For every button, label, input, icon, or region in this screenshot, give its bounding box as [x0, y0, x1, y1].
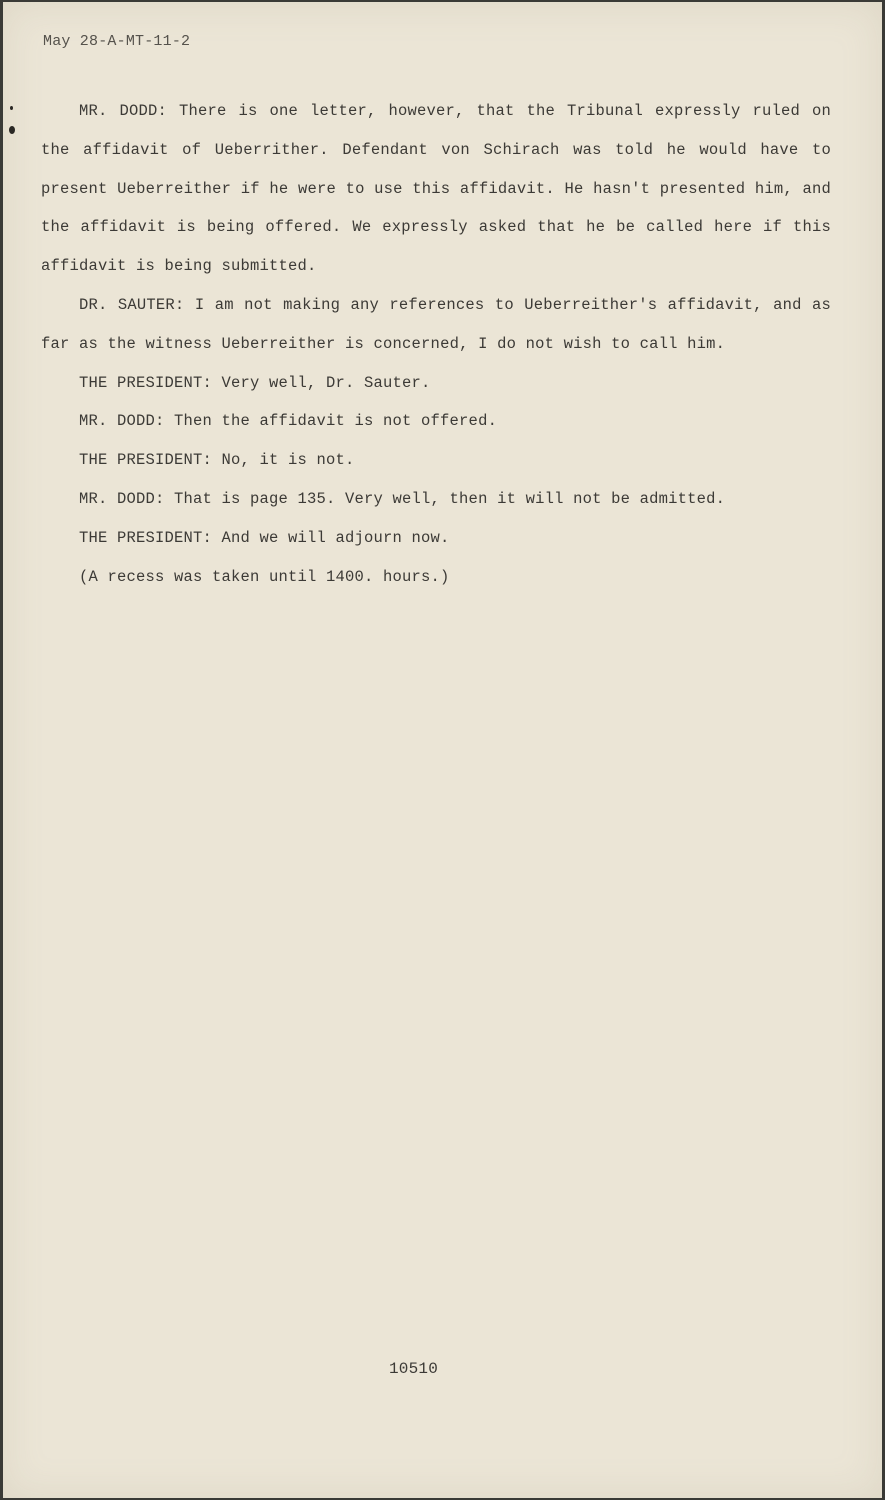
transcript-body — [41, 92, 831, 596]
transcript-line: THE PRESIDENT: Very well, Dr. Sauter. — [79, 373, 431, 392]
paragraph-text: MR. DODD: There is one letter, however, that the Tribunal expressly ruled on the affidavit of Ueberrither. Defendant von Schirach was told he would have to present Ueberreither if he were to use this affidavit. He hasn't presented him, and the affidavit is being offered. We expressly asked that he be called here if this affidavit is being submitted. — [41, 102, 831, 276]
paragraph-dodd — [41, 92, 831, 286]
paragraph-text: DR. SAUTER: I am not making any references to Ueberreither's affidavit, and as far as the witness Ueberreither is concerned, I do not wish to call him. — [41, 295, 831, 353]
transcript-line: MR. DODD: That is page 135. Very well, then it will not be admitted. — [79, 489, 726, 508]
transcript-line: MR. DODD: Then the affidavit is not offered. — [79, 412, 498, 431]
transcript-line: THE PRESIDENT: No, it is not. — [79, 451, 355, 470]
transcript-line: THE PRESIDENT: And we will adjourn now. — [79, 528, 450, 547]
punch-mark — [9, 126, 15, 134]
punch-mark — [10, 106, 13, 110]
paragraph-sauter — [41, 286, 831, 364]
transcript-line: (A recess was taken until 1400. hours.) — [79, 567, 450, 586]
page-header: May 28-A-MT-11-2 — [43, 33, 191, 50]
document-page — [3, 2, 882, 1498]
page-number: 10510 — [389, 1360, 439, 1378]
